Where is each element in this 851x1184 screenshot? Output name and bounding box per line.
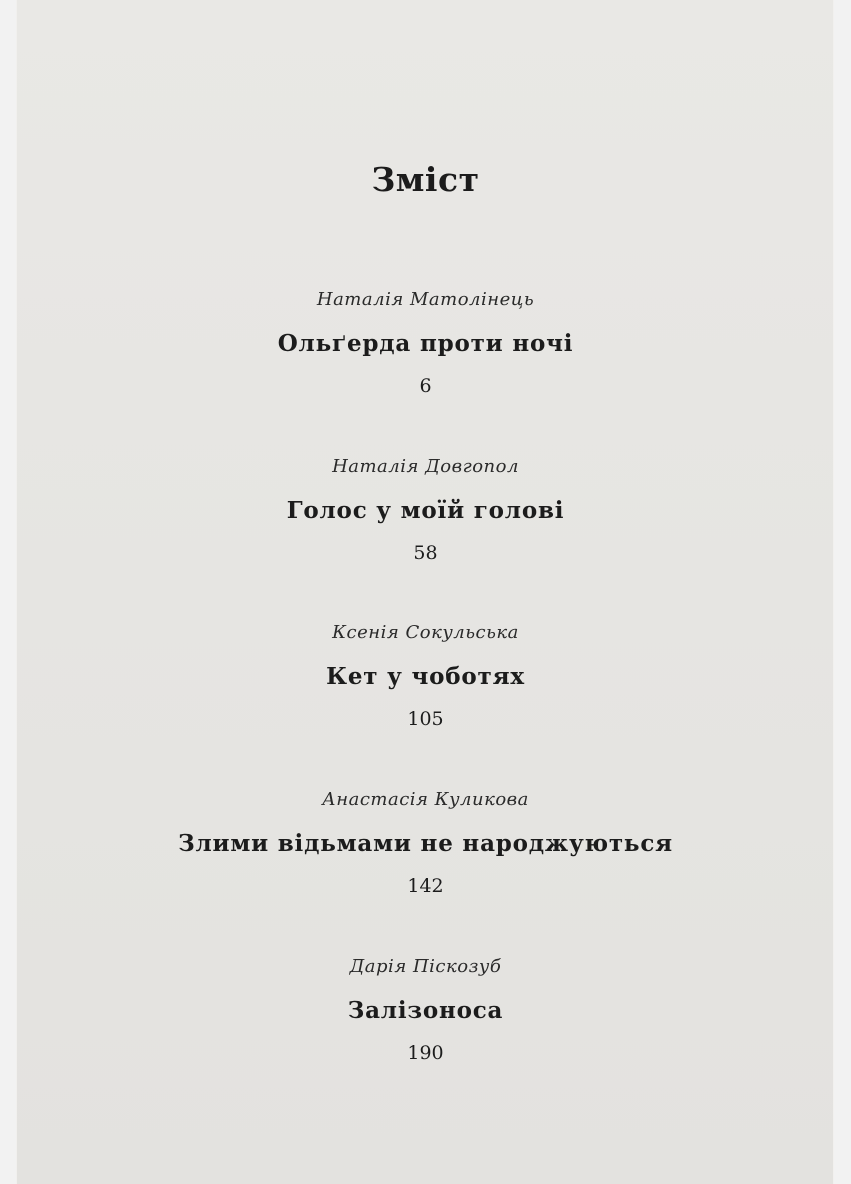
- toc-entry: [0, 453, 851, 567]
- toc-title: Зміст: [371, 160, 480, 199]
- toc-entry-story-title: Залізоноса: [347, 997, 504, 1024]
- toc-entry-story-title: Ольґерда проти ночі: [277, 330, 574, 357]
- toc-entry: [0, 619, 851, 733]
- toc-entry-author: Дарія Піскозуб: [349, 956, 502, 977]
- toc-entry-author: Наталія Довгопол: [332, 456, 519, 477]
- toc-entry: [0, 786, 851, 900]
- toc-entry-author: Анастасія Куликова: [322, 789, 529, 810]
- toc-entry-story-title: Кет у чоботях: [326, 663, 525, 690]
- toc-entry-page-number: 58: [413, 542, 438, 564]
- toc-entry-story-title: Злими відьмами не народжуються: [178, 830, 673, 857]
- toc-entry-author: Ксенія Сокульська: [332, 622, 519, 643]
- toc-entry-story-title: Голос у моїй голові: [286, 497, 565, 524]
- toc-entry-page-number: 6: [419, 375, 432, 397]
- toc-entry-page-number: 142: [407, 875, 444, 897]
- toc-entry: [0, 953, 851, 1067]
- toc-entry-page-number: 190: [407, 1042, 444, 1064]
- toc-entry-author: Наталія Матолінець: [316, 289, 535, 310]
- toc-entry-page-number: 105: [407, 708, 444, 730]
- toc-entry: [0, 286, 851, 400]
